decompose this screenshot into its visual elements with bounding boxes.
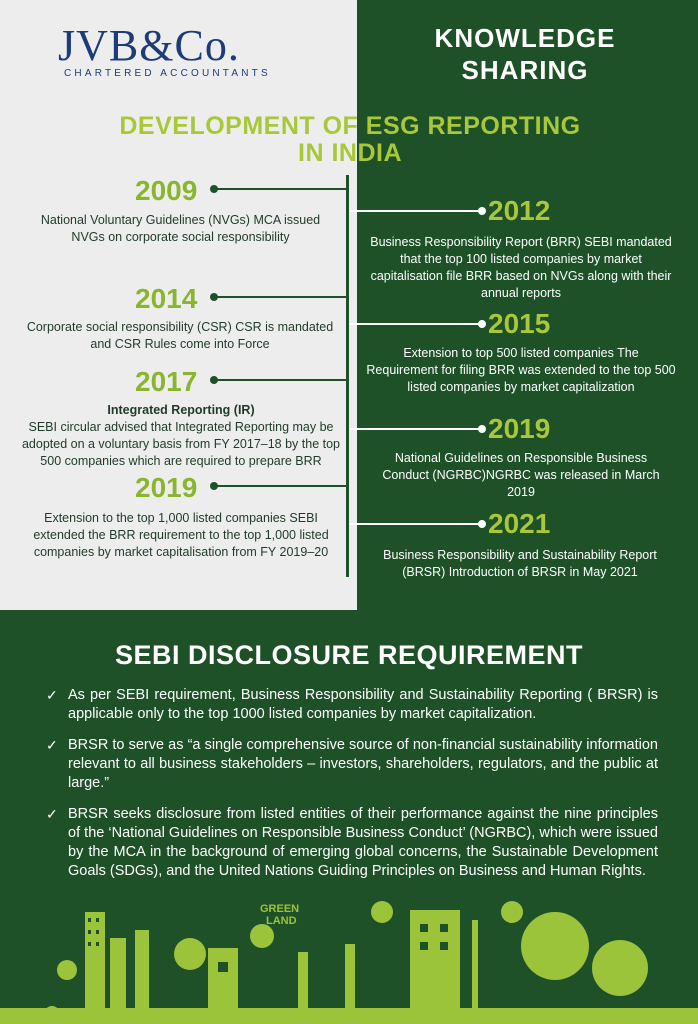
timeline-connector [349, 428, 480, 430]
eco-building [410, 910, 460, 1008]
greenland-sign-line-1: GREEN [260, 903, 300, 915]
timeline-connector [214, 188, 347, 190]
timeline-year-2019-right: 2019 [488, 413, 551, 444]
timeline-year-2014: 2014 [135, 283, 198, 314]
timeline-connector [214, 379, 347, 381]
integrated-reporting-text: SEBI circular advised that Integrated Reporting may be adopted on a voluntary basis from FY 2017–18 by the top 500 companies which are required to prepare BRR [21, 420, 341, 468]
tree [592, 940, 648, 996]
building [110, 938, 126, 1008]
sebi-bullet-list [46, 686, 658, 893]
company-logo-subtitle: CHARTERED ACCOUNTANTS [64, 68, 271, 79]
timeline-connector [349, 210, 480, 212]
timeline-year-2021: 2021 [488, 508, 551, 539]
timeline-desc-2017 [18, 402, 344, 470]
sebi-section-title: SEBI DISCLOSURE REQUIREMENT [114, 640, 584, 670]
recycle-icon [371, 901, 393, 923]
sebi-bullet [46, 686, 658, 724]
page-title-line-1: DEVELOPMENT OF ESG REPORTING [119, 112, 581, 140]
flower-icon [250, 924, 274, 948]
page-title [100, 113, 600, 167]
cloud-icon [501, 901, 523, 923]
street-lamp [298, 952, 308, 1008]
sebi-bullet [46, 736, 658, 793]
company-logo: JVB&Co. [58, 21, 240, 70]
timeline-year-2015: 2015 [488, 308, 551, 339]
timeline-connector [214, 296, 347, 298]
sebi-bullet [46, 805, 658, 881]
timeline-connector [214, 485, 347, 487]
timeline-connector [349, 523, 480, 525]
greenland-sign-line-2: LAND [266, 915, 297, 927]
tag-line-2: SHARING [461, 55, 589, 85]
timeline-dot [478, 320, 486, 328]
sebi-bullet-text: BRSR seeks disclosure from listed entities of their performance against the nine principles of the ‘National Guidelines on Responsible Business Conduct’ (NGRBC), which were issued by the MCA in the background of emerging global concerns, the Sustainable Development Goals (SDGs), and the United Nations Guiding Principles on Business and Human Rights. [68, 806, 658, 879]
knowledge-sharing-tag [405, 22, 645, 86]
timeline-year-2012: 2012 [488, 195, 551, 226]
timeline-connector [349, 323, 480, 325]
timeline-desc-2019-right: National Guidelines on Responsible Business Conduct (NGRBC)NGRBC was released in March 2019 [382, 451, 660, 499]
ground [0, 1008, 698, 1024]
tag-line-1: KNOWLEDGE [434, 23, 616, 53]
tree [521, 912, 589, 980]
tall-building [85, 912, 105, 1008]
timeline-dot [478, 520, 486, 528]
sebi-bullet-text: BRSR to serve as “a single comprehensive source of non-financial sustainability information relevant to all business stakeholders – investors, shareholders, regulators, and the public at large.” [68, 737, 658, 791]
sebi-bullet-text: As per SEBI requirement, Business Responsibility and Sustainability Reporting ( BRSR) is applicable only to the top 1000 listed companies by market capitalization. [68, 687, 658, 722]
green-city-illustration [0, 890, 698, 1024]
timeline-desc-2009: National Voluntary Guidelines (NVGs) MCA issued NVGs on corporate social responsibility [40, 213, 321, 244]
street-lamp [345, 944, 355, 1008]
timeline-desc-2014: Corporate social responsibility (CSR) CSR is mandated and CSR Rules come into Force [26, 320, 334, 351]
timeline-spine [346, 175, 349, 577]
timeline-dot [478, 425, 486, 433]
flower-icon [57, 960, 77, 980]
checkmark-icon: ✓ [46, 806, 58, 822]
checkmark-icon: ✓ [46, 737, 58, 753]
timeline-desc-2021: Business Responsibility and Sustainability Report (BRSR) Introduction of BRSR in May 2021 [383, 548, 657, 579]
timeline-year-2019-left: 2019 [135, 472, 198, 503]
building [135, 930, 149, 1008]
page-title-line-2: IN INDIA [298, 139, 402, 167]
checkmark-icon: ✓ [46, 687, 58, 703]
tree [174, 938, 206, 970]
timeline-year-2009: 2009 [135, 175, 198, 206]
timeline-dot [478, 207, 486, 215]
timeline-year-2017: 2017 [135, 366, 198, 397]
timeline-desc-2019-left: Extension to the top 1,000 listed companies SEBI extended the BRR requirement to the top 1,000 listed companies by market capitalisation from FY 2019–20 [33, 511, 329, 559]
timeline-desc-2015: Extension to top 500 listed companies The Requirement for filing BRR was extended to the top 500 listed companies by market capitalization [366, 346, 676, 394]
bicycle-icon [44, 1006, 60, 1022]
chimney [472, 920, 478, 1008]
timeline-desc-2012: Business Responsibility Report (BRR) SEBI mandated that the top 100 listed companies by market capitalisation file BRR based on NVGs along with their annual reports [370, 235, 672, 300]
integrated-reporting-heading: Integrated Reporting (IR) [107, 403, 255, 417]
house [208, 948, 238, 1008]
